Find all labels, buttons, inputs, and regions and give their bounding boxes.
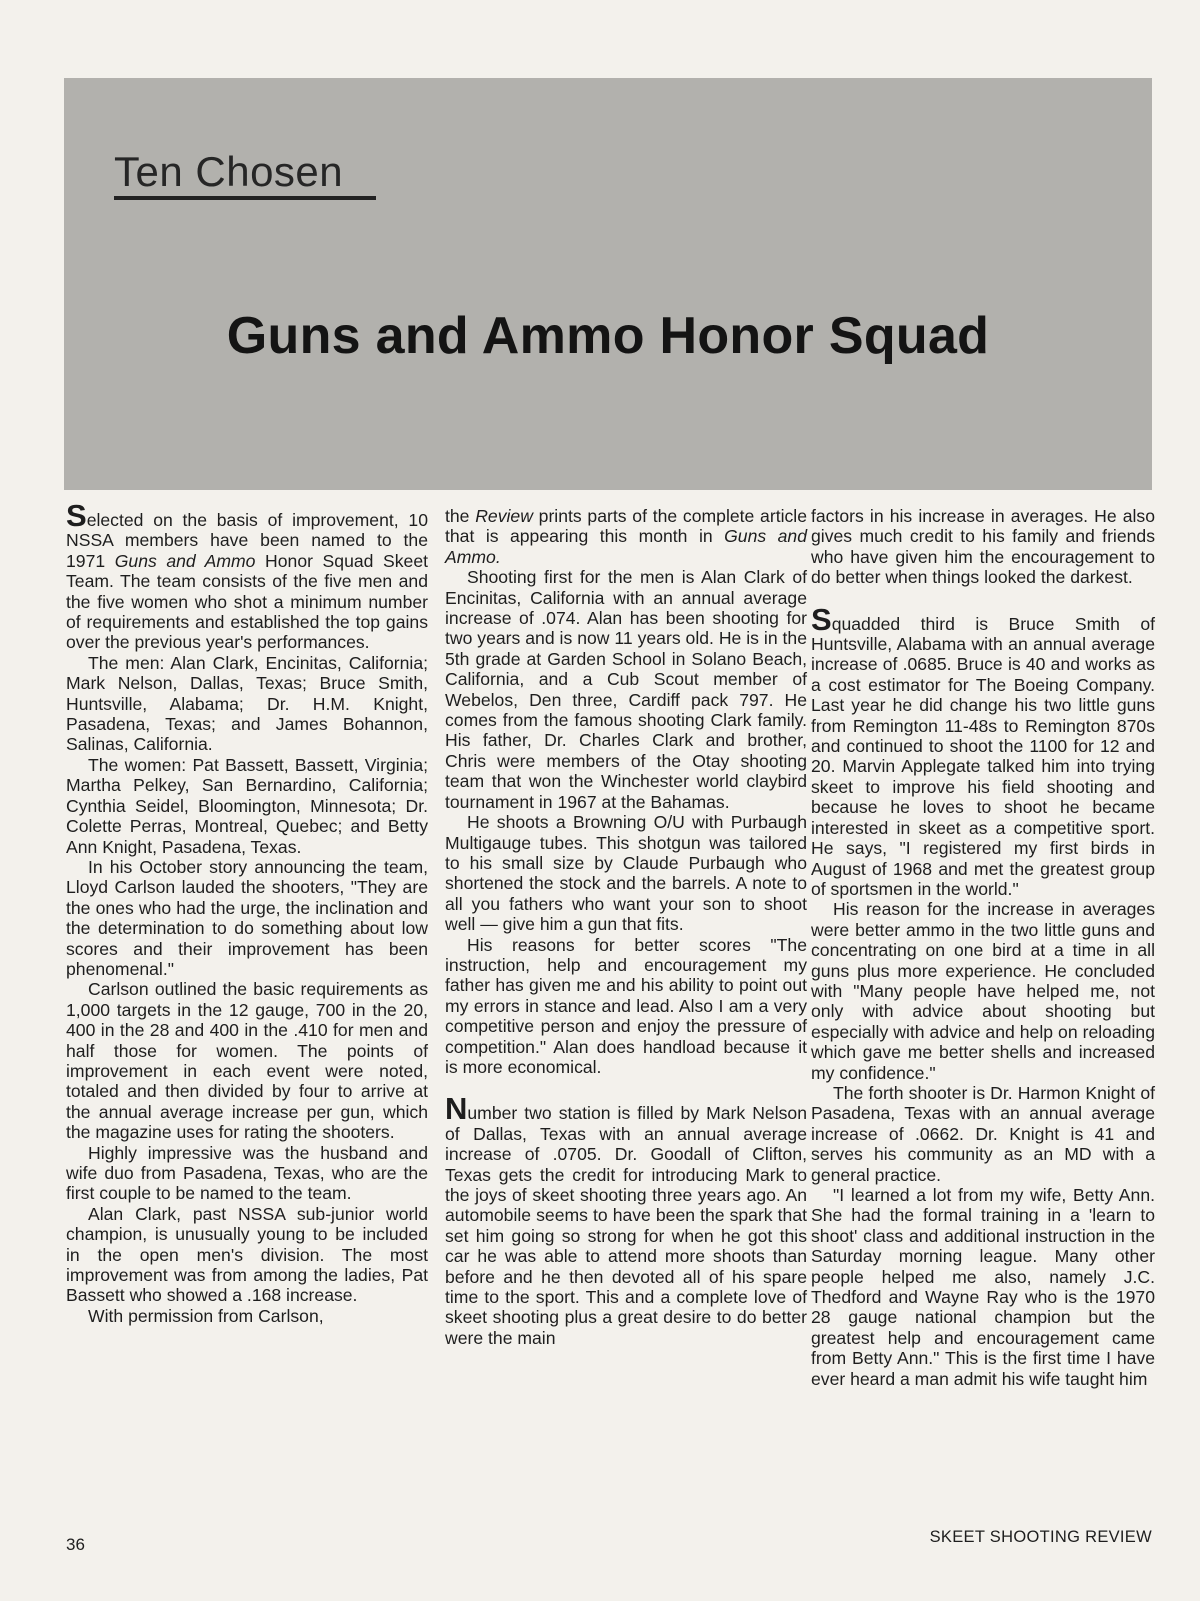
paragraph: His reason for the increase in averages were better ammo in the two little guns and concentrating on one bird at a time in all guns plus more experience. He concluded with "Many people have helped me, not only with advice about shooting but especially with advice and help on reloading which gave me better shells and increased my confidence." xyxy=(811,899,1155,1083)
text-run: Honor Squad Skeet Team. The team consists of the five men and the five women who shot a minimum number of requirements and established the top gains over the previous year's performances. xyxy=(66,550,428,653)
paragraph: The women: Pat Bassett, Bassett, Virginia; Martha Pelkey, San Bernardino, California; Cynthia Seidel, Bloomington, Minnesota; Dr. Colette Perras, Montreal, Quebec; and Betty Ann Knight, Pasadena, Texas. xyxy=(66,754,428,857)
title-banner xyxy=(64,78,1152,490)
paragraph: Highly impressive was the husband and wife duo from Pasadena, Texas, who are the first couple to be named to the team. xyxy=(66,1142,428,1204)
paragraph: He shoots a Browning O/U with Purbaugh Multigauge tubes. This shotgun was tailored to his small size by Claude Purbaugh who shortened the stock and the barrels. A note to all you fathers who want your son to shoot well — give him a gun that fits. xyxy=(445,812,807,935)
paragraph: His reasons for better scores "The instruction, help and encouragement my father has given me and his ability to point out my errors in stance and lead. Also I am a very competitive person and enjoy the pressure of competition." Alan does handload because it is more economical. xyxy=(445,934,807,1077)
drop-cap: N xyxy=(445,1091,468,1127)
paragraph: With permission from Carlson, xyxy=(88,1305,324,1326)
drop-cap: S xyxy=(811,601,832,637)
text-run: umber two station is filled by Mark Nelson of Dallas, Texas with an annual average increase of .0705. Dr. Goodall of Clifton, Texas gets the credit for introducing Mark to the joys of skeet shooting three years ago. An automobile seems to have been the spark that set him going so strong for when he got this car he was able to attend more shoots than before and he then devoted all of his spare time to the sport. This and a complete love of skeet shooting plus a great desire to do better were the main xyxy=(445,1103,807,1348)
text-run: elected on the basis of improvement, 10 NSSA members have been named to the 1971 xyxy=(66,510,428,571)
paragraph: "I learned a lot from my wife, Betty Ann. She had the formal training in a 'learn to shoot' class and additional instruction in the Saturday morning league. Many other people helped me also, namely J.C. Thedford and Wayne Ray who is the 1970 28 gauge national champion but the greatest help and encouragement came from Betty Ann." This is the first time I have ever heard a man admit his wife taught him xyxy=(811,1185,1155,1389)
drop-cap: S xyxy=(66,498,87,533)
column-1 xyxy=(66,498,428,1326)
magazine-title: Review xyxy=(475,506,533,526)
paragraph: factors in his increase in averages. He also gives much credit to his family and friends who have given him the encouragement to do better when things looked the darkest. xyxy=(811,506,1155,588)
paragraph xyxy=(445,1091,807,1348)
column-2 xyxy=(445,506,807,1348)
paragraph: The forth shooter is Dr. Harmon Knight of Pasadena, Texas with an annual average increase of .0662. Dr. Knight is 41 and serves his community as an MD with a general practice. xyxy=(811,1082,1155,1185)
paragraph: The men: Alan Clark, Encinitas, California; Mark Nelson, Dallas, Texas; Bruce Smith, Huntsville, Alabama; Dr. H.M. Knight, Pasadena, Texas; and James Bohannon, Salinas, California. xyxy=(66,652,428,755)
publication-name: SKEET SHOOTING REVIEW xyxy=(929,1528,1152,1546)
kicker-title: Ten Chosen xyxy=(114,148,344,195)
paragraph xyxy=(811,601,1155,900)
paragraph xyxy=(66,498,428,653)
page-number: 36 xyxy=(66,1535,85,1554)
paragraph: Alan Clark, past NSSA sub-junior world champion, is unusually young to be included in the open men's division. The most improvement was from among the ladies, Pat Bassett who showed a .168 increase. xyxy=(66,1203,428,1306)
paragraph: Carlson outlined the basic requirements as 1,000 targets in the 12 gauge, 700 in the 20, 400 in the 28 and 400 in the .410 for men and half those for women. The points of improvement in each event were noted, totaled and then divided by four to arrive at the annual average increase per gun, which the magazine uses for rating the shooters. xyxy=(66,979,428,1143)
paragraph: Shooting first for the men is Alan Clark of Encinitas, California with an annual average increase of .074. Alan has been shooting for two years and is now 11 years old. He is in the 5th grade at Garden School in Solano Beach, California, and a Cub Scout member of Webelos, Den three, Cardiff pack 797. He comes from the famous shooting Clark family. His father, Dr. Charles Clark and brother, Chris were members of the Otay shooting team that won the Winchester world claybird tournament in 1967 at the Bahamas. xyxy=(445,567,807,812)
magazine-title: Guns and Ammo. xyxy=(445,526,807,567)
text-run: prints parts of the complete article that is appearing this month in xyxy=(445,506,807,547)
paragraph: In his October story announcing the team, Lloyd Carlson lauded the shooters, "They are the ones who had the urge, the inclination and the determination to do something about low scores and their improvement has been phenomenal." xyxy=(66,856,428,979)
magazine-title: Guns and Ammo xyxy=(114,550,256,571)
text-run: the xyxy=(445,506,476,526)
headline: Guns and Ammo Honor Squad xyxy=(226,307,990,365)
column-3 xyxy=(811,506,1155,1389)
paragraph xyxy=(445,506,807,567)
kicker-underline xyxy=(114,196,376,200)
text-run: quadded third is Bruce Smith of Huntsville, Alabama with an annual average increase of .0685. Bruce is 40 and works as a cost estimator for The Boeing Company. Last year he did change his two little guns from Remington 11-48s to Remington 870s and continued to shoot the 1100 for 12 and 20. Marvin Applegate talked him into trying skeet to improve his field shooting and because he loves to shoot he became interested in skeet as a competitive sport. He says, "I registered my first birds in August of 1968 and met the greatest group of sportsmen in the world." xyxy=(811,613,1155,899)
